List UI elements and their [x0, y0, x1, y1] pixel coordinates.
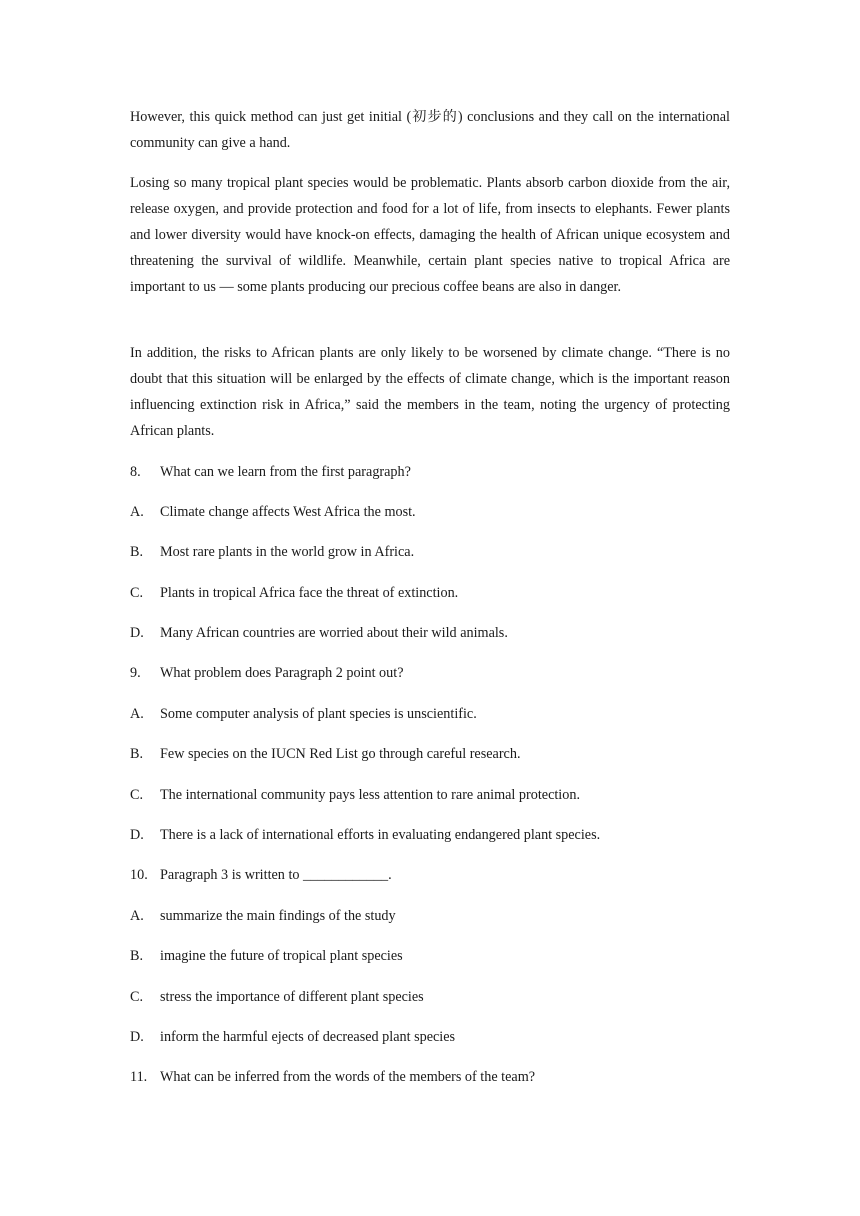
option-label: B. — [130, 746, 144, 762]
option-8-c — [130, 582, 730, 604]
question-stem: What can be inferred from the words of the members of the team? — [160, 1069, 536, 1085]
option-text: inform the harmful ejects of decreased plant species — [160, 1029, 456, 1045]
question-9 — [130, 662, 730, 684]
question-11 — [130, 1066, 730, 1088]
option-label: B. — [130, 544, 144, 560]
option-label: D. — [130, 1029, 144, 1045]
option-10-a — [130, 905, 730, 927]
option-8-d — [130, 622, 730, 644]
question-stem: Paragraph 3 is written to ____________. — [160, 867, 392, 883]
option-label: C. — [130, 787, 144, 803]
question-stem: What problem does Paragraph 2 point out? — [160, 665, 404, 681]
option-label: A. — [130, 706, 144, 722]
question-number: 9. — [130, 665, 141, 681]
question-number: 8. — [130, 464, 141, 480]
question-stem: What can we learn from the first paragraph? — [160, 464, 411, 480]
paragraph-2: Losing so many tropical plant species would be problematic. Plants absorb carbon dioxide from the air, release oxygen, and provide protection and food for a lot of life, from insects to elephants. Fewer plants and lower diversity would have knock-on effects, damaging the health of African unique ecosystem and threatening the survival of wildlife. Meanwhile, certain plant species native to tropical Africa are important to us — some plants producing our precious coffee beans are also in danger. — [130, 175, 730, 295]
option-8-b — [130, 541, 730, 563]
option-label: B. — [130, 948, 144, 964]
option-text: stress the importance of different plant species — [160, 989, 424, 1005]
option-label: D. — [130, 625, 144, 641]
option-9-a — [130, 703, 730, 725]
option-8-a — [130, 501, 730, 523]
option-text: Most rare plants in the world grow in Africa. — [160, 544, 415, 560]
option-text: Some computer analysis of plant species is unscientific. — [160, 706, 477, 722]
option-9-b — [130, 743, 730, 765]
option-9-c — [130, 784, 730, 806]
option-9-d — [130, 824, 730, 846]
option-label: D. — [130, 827, 144, 843]
option-text: Climate change affects West Africa the most. — [160, 504, 416, 520]
paragraph-3: In addition, the risks to African plants are only likely to be worsened by climate change. “There is no doubt that this situation will be enlarged by the effects of climate change, which is the important reason influencing extinction risk in Africa,” said the members in the team, noting the urgency of protecting African plants. — [130, 345, 730, 439]
option-10-b — [130, 945, 730, 967]
option-text: Few species on the IUCN Red List go through careful research. — [160, 746, 521, 762]
option-text: Many African countries are worried about their wild animals. — [160, 625, 508, 641]
option-10-c — [130, 986, 730, 1008]
question-10 — [130, 864, 730, 886]
question-number: 11. — [130, 1069, 148, 1085]
option-label: C. — [130, 585, 144, 601]
paragraph-1: However, this quick method can just get initial (初步的) conclusions and they call on the international community can give a hand. — [130, 109, 730, 151]
question-number: 10. — [130, 867, 148, 883]
option-10-d — [130, 1026, 730, 1048]
option-text: Plants in tropical Africa face the threat of extinction. — [160, 585, 459, 601]
option-text: imagine the future of tropical plant species — [160, 948, 403, 964]
option-text: summarize the main findings of the study — [160, 908, 396, 924]
option-text: The international community pays less attention to rare animal protection. — [160, 787, 580, 803]
option-label: A. — [130, 908, 144, 924]
question-8 — [130, 461, 730, 483]
option-label: A. — [130, 504, 144, 520]
option-text: There is a lack of international efforts in evaluating endangered plant species. — [160, 827, 601, 843]
option-label: C. — [130, 989, 144, 1005]
